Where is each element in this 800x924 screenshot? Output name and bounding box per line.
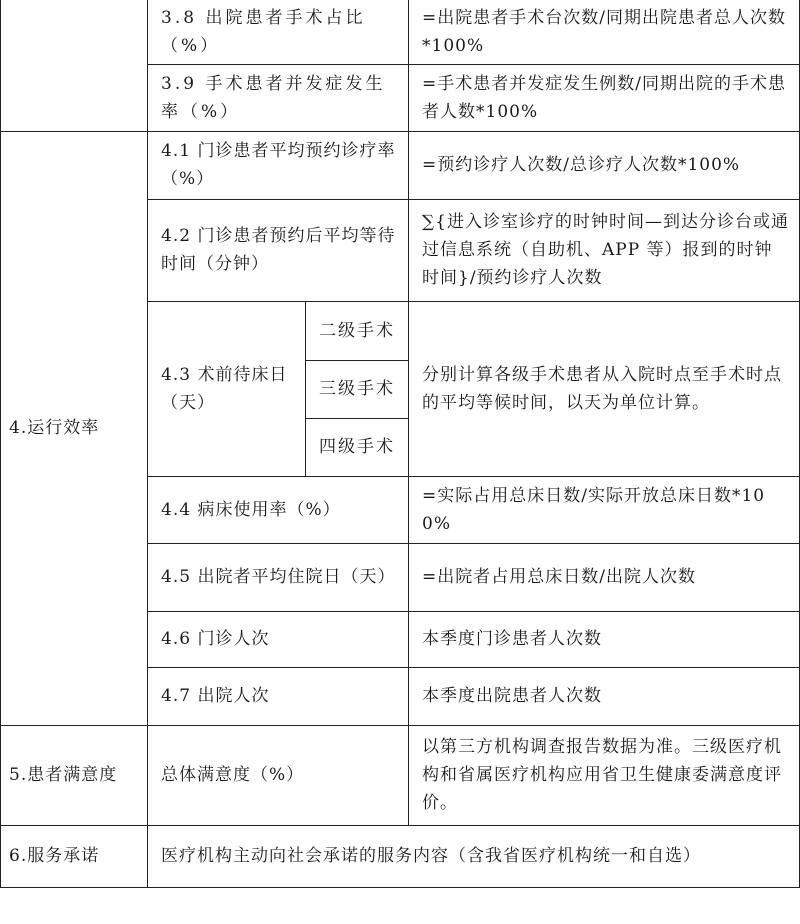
formula-cell: 本季度门诊患者人次数 (409, 611, 800, 667)
indicator-cell: 4.2 门诊患者预约后平均等待时间（分钟） (148, 199, 409, 301)
table-row (1, 131, 800, 199)
table-row (1, 0, 800, 64)
indicator-cell: 4.5 出院者平均住院日（天） (148, 543, 409, 611)
indicator-cell: 4.1 门诊患者平均预约诊疗率（%） (148, 131, 409, 199)
category-cell-6: 6.服务承诺 (1, 825, 148, 887)
table-row (1, 825, 800, 887)
formula-cell: 分别计算各级手术患者从入院时点至手术时点的平均等候时间，以天为单位计算。 (409, 301, 800, 476)
formula-cell: 以第三方机构调查报告数据为准。三级医疗机构和省属医疗机构应用省卫生健康委满意度评价。 (409, 725, 800, 825)
indicator-cell: 总体满意度（%） (148, 725, 409, 825)
formula-cell: =预约诊疗人次数/总诊疗人次数*100% (409, 131, 800, 199)
table-row (1, 725, 800, 825)
formula-cell: =手术患者并发症发生例数/同期出院的手术患者人数*100% (409, 64, 800, 131)
surgery-level-cell: 四级手术 (306, 418, 409, 476)
formula-cell: 本季度出院患者人次数 (409, 667, 800, 725)
surgery-level-cell: 三级手术 (306, 360, 409, 418)
indicator-cell: 3.9 手术患者并发症发生率（%） (148, 64, 409, 131)
category-cell-4: 4.运行效率 (1, 131, 148, 725)
formula-cell: =实际占用总床日数/实际开放总床日数*100% (409, 476, 800, 543)
indicator-cell: 3.8 出院患者手术占比（%） (148, 0, 409, 64)
commitment-cell: 医疗机构主动向社会承诺的服务内容（含我省医疗机构统一和自选） (148, 825, 800, 887)
formula-cell: =出院者占用总床日数/出院人次数 (409, 543, 800, 611)
formula-cell: ∑{进入诊室诊疗的时钟时间—到达分诊台或通过信息系统（自助机、APP 等）报到的时钟时间}/预约诊疗人次数 (409, 199, 800, 301)
category-cell-3 (1, 0, 148, 131)
indicator-cell: 4.3 术前待床日（天） (148, 301, 306, 476)
indicator-cell: 4.4 病床使用率（%） (148, 476, 409, 543)
surgery-level-cell: 二级手术 (306, 301, 409, 360)
formula-cell: =出院患者手术台次数/同期出院患者总人次数*100% (409, 0, 800, 64)
indicator-cell: 4.7 出院人次 (148, 667, 409, 725)
indicator-cell: 4.6 门诊人次 (148, 611, 409, 667)
category-cell-5: 5.患者满意度 (1, 725, 148, 825)
